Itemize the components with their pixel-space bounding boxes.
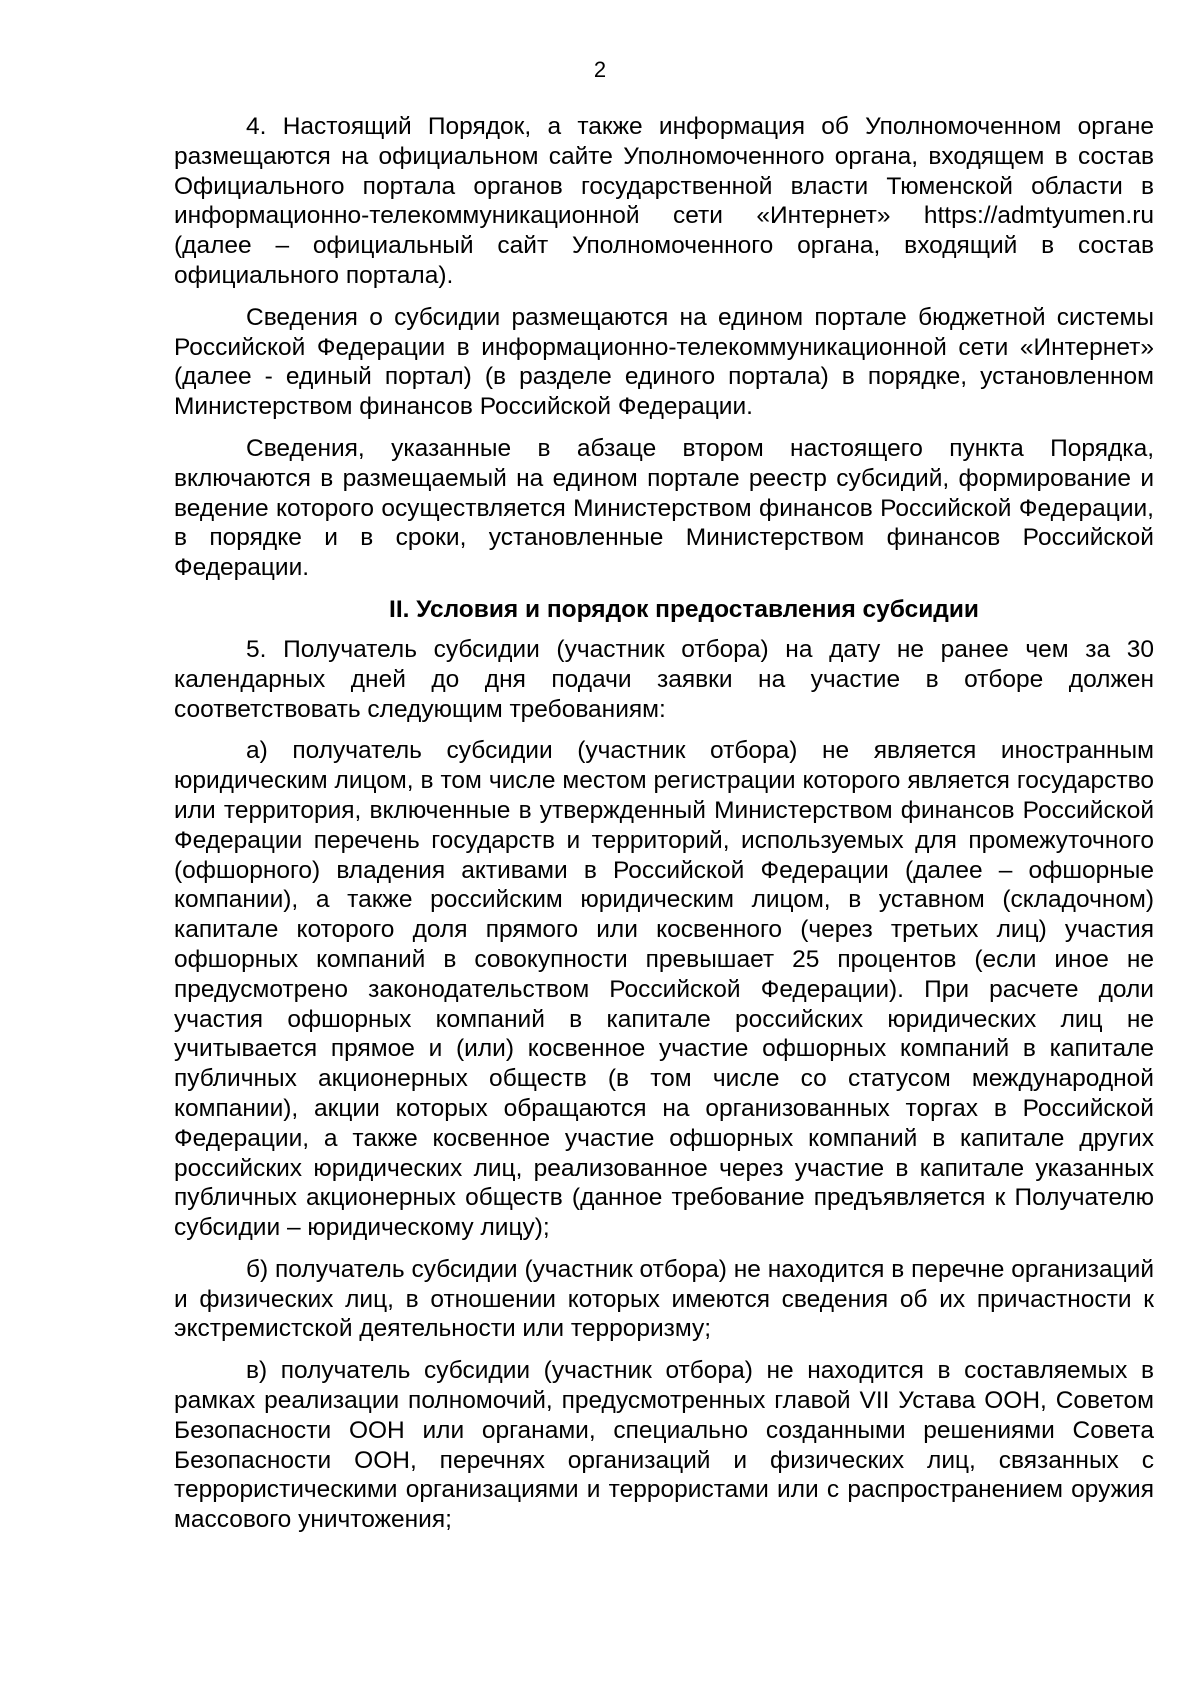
paragraph-requirement-b: б) получатель субсидии (участник отбора) не находится в перечне организаций и физических лиц, в отношении которых имеются сведения об их причастности к экстремистской деятельности или терроризму;	[174, 1255, 1154, 1343]
paragraph-item-5: 5. Получатель субсидии (участник отбора) на дату не ранее чем за 30 календарных дней до дня подачи заявки на участие в отборе должен соответствовать следующим требованиям:	[174, 635, 1154, 723]
section-heading: II. Условия и порядок предоставления субсидии	[389, 595, 979, 623]
page-number: 2	[593, 57, 607, 82]
paragraph-subsidy-info: Сведения о субсидии размещаются на едином портале бюджетной системы Российской Федерации в информационно-телекоммуникационной сети «Интернет» (далее - единый портал) (в разделе единого портала) в порядке, установленном Министерством финансов Российской Федерации.	[174, 303, 1154, 421]
paragraph-subsidy-registry: Сведения, указанные в абзаце втором настоящего пункта Порядка, включаются в размещаемый на едином портале реестр субсидий, формирование и ведение которого осуществляется Министерством финансов Российской Федерации, в порядке и в сроки, установленные Министерством финансов Российской Федерации.	[174, 434, 1154, 582]
document-body	[174, 112, 1154, 1547]
paragraph-requirement-v: в) получатель субсидии (участник отбора) не находится в составляемых в рамках реализации полномочий, предусмотренных главой VII Устава ООН, Советом Безопасности ООН или органами, специально созданными решениями Совета Безопасности ООН, перечнях организаций и физических лиц, связанных с террористическими организациями и террористами или с распространением оружия массового уничтожения;	[174, 1357, 1154, 1534]
paragraph-item-4: 4. Настоящий Порядок, а также информация об Уполномоченном органе размещаются на официальном сайте Уполномоченного органа, входящем в состав Официального портала органов государственной власти Тюменской области в информационно-телекоммуникационной сети «Интернет» https://admtyumen.ru (далее – официальный сайт Уполномоченного органа, входящий в состав официального портала).	[174, 113, 1154, 289]
paragraph-requirement-a: а) получатель субсидии (участник отбора) не является иностранным юридическим лицом, в том числе местом регистрации которого является государство или территория, включенные в утвержденный Министерством финансов Российской Федерации перечень государств и территорий, используемых для промежуточного (офшорного) владения активами в Российской Федерации (далее – офшорные компании), а также российским юридическим лицом, в уставном (складочном) капитале которого доля прямого или косвенного (через третьих лиц) участия офшорных компаний в совокупности превышает 25 процентов (если иное не предусмотрено законодательством Российской Федерации). При расчете доли участия офшорных компаний в капитале российских юридических лиц не учитывается прямое и (или) косвенное участие офшорных компаний в капитале публичных акционерных обществ (в том числе со статусом международной компании), акции которых обращаются на организованных торгах в Российской Федерации, а также косвенное участие офшорных компаний в капитале других российских юридических лиц, реализованное через участие в капитале указанных публичных акционерных обществ (данное требование предъявляется к Получателю субсидии – юридическому лицу);	[174, 737, 1154, 1242]
